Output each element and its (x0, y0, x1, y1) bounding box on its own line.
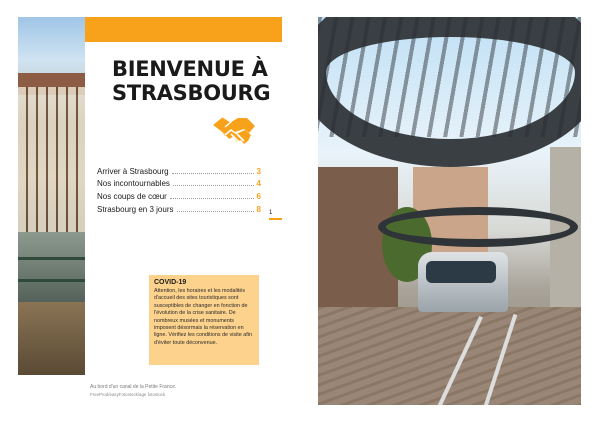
canal-photo (18, 17, 85, 375)
tram-window (426, 261, 496, 283)
toc-page: 6 (256, 192, 261, 202)
toc-label: Nos incontournables (97, 179, 170, 189)
page-number: 1 (269, 210, 273, 216)
caption-text: Au bord d'un canal de la Petite France. (90, 384, 177, 390)
canopy-ring (378, 207, 578, 247)
toc-page: 4 (256, 179, 261, 189)
timbered-house (18, 87, 85, 237)
toc-leader (172, 173, 254, 174)
toc-page: 8 (256, 204, 261, 214)
covid-text: Attention, les horaires et les modalités d'accueil des sites touristiques sont susceptibles de changer en fonction de l'évolution de la crise sanitaire. De nombreux musées et monuments imposent désormais la réservation en ligne. Vérifiez les conditions de visite afin d'éviter toute déconvenue. (154, 288, 252, 346)
quay-ground (18, 302, 85, 375)
railing (18, 257, 85, 260)
handshake-icon (211, 113, 257, 153)
covid-notice (149, 275, 259, 365)
table-of-contents (97, 163, 261, 214)
toc-label: Strasbourg en 3 jours (97, 204, 174, 214)
toc-entry[interactable] (97, 176, 261, 189)
toc-entry[interactable] (97, 163, 261, 176)
canopy-slats (318, 17, 581, 137)
toc-entry[interactable] (97, 201, 261, 214)
toc-label: Nos coups de cœur (97, 192, 167, 202)
toc-leader (177, 211, 254, 212)
page-number-bar (269, 218, 282, 220)
toc-entry[interactable] (97, 188, 261, 201)
caption-credit: FreeProd/easyFotostock/age fotostock (90, 392, 166, 397)
toc-leader (173, 185, 254, 186)
toc-page: 3 (256, 166, 261, 176)
header-band (85, 17, 282, 42)
tram-station-photo (318, 17, 581, 405)
canal-water (18, 232, 85, 302)
railing-lower (18, 279, 85, 282)
toc-label: Arriver à Strasbourg (97, 166, 169, 176)
cobblestone-ground (318, 307, 581, 405)
photo-caption (90, 384, 270, 398)
covid-heading: COVID-19 (154, 279, 187, 286)
toc-leader (170, 198, 254, 199)
page-title: BIENVENUE À STRASBOURG (112, 57, 271, 105)
